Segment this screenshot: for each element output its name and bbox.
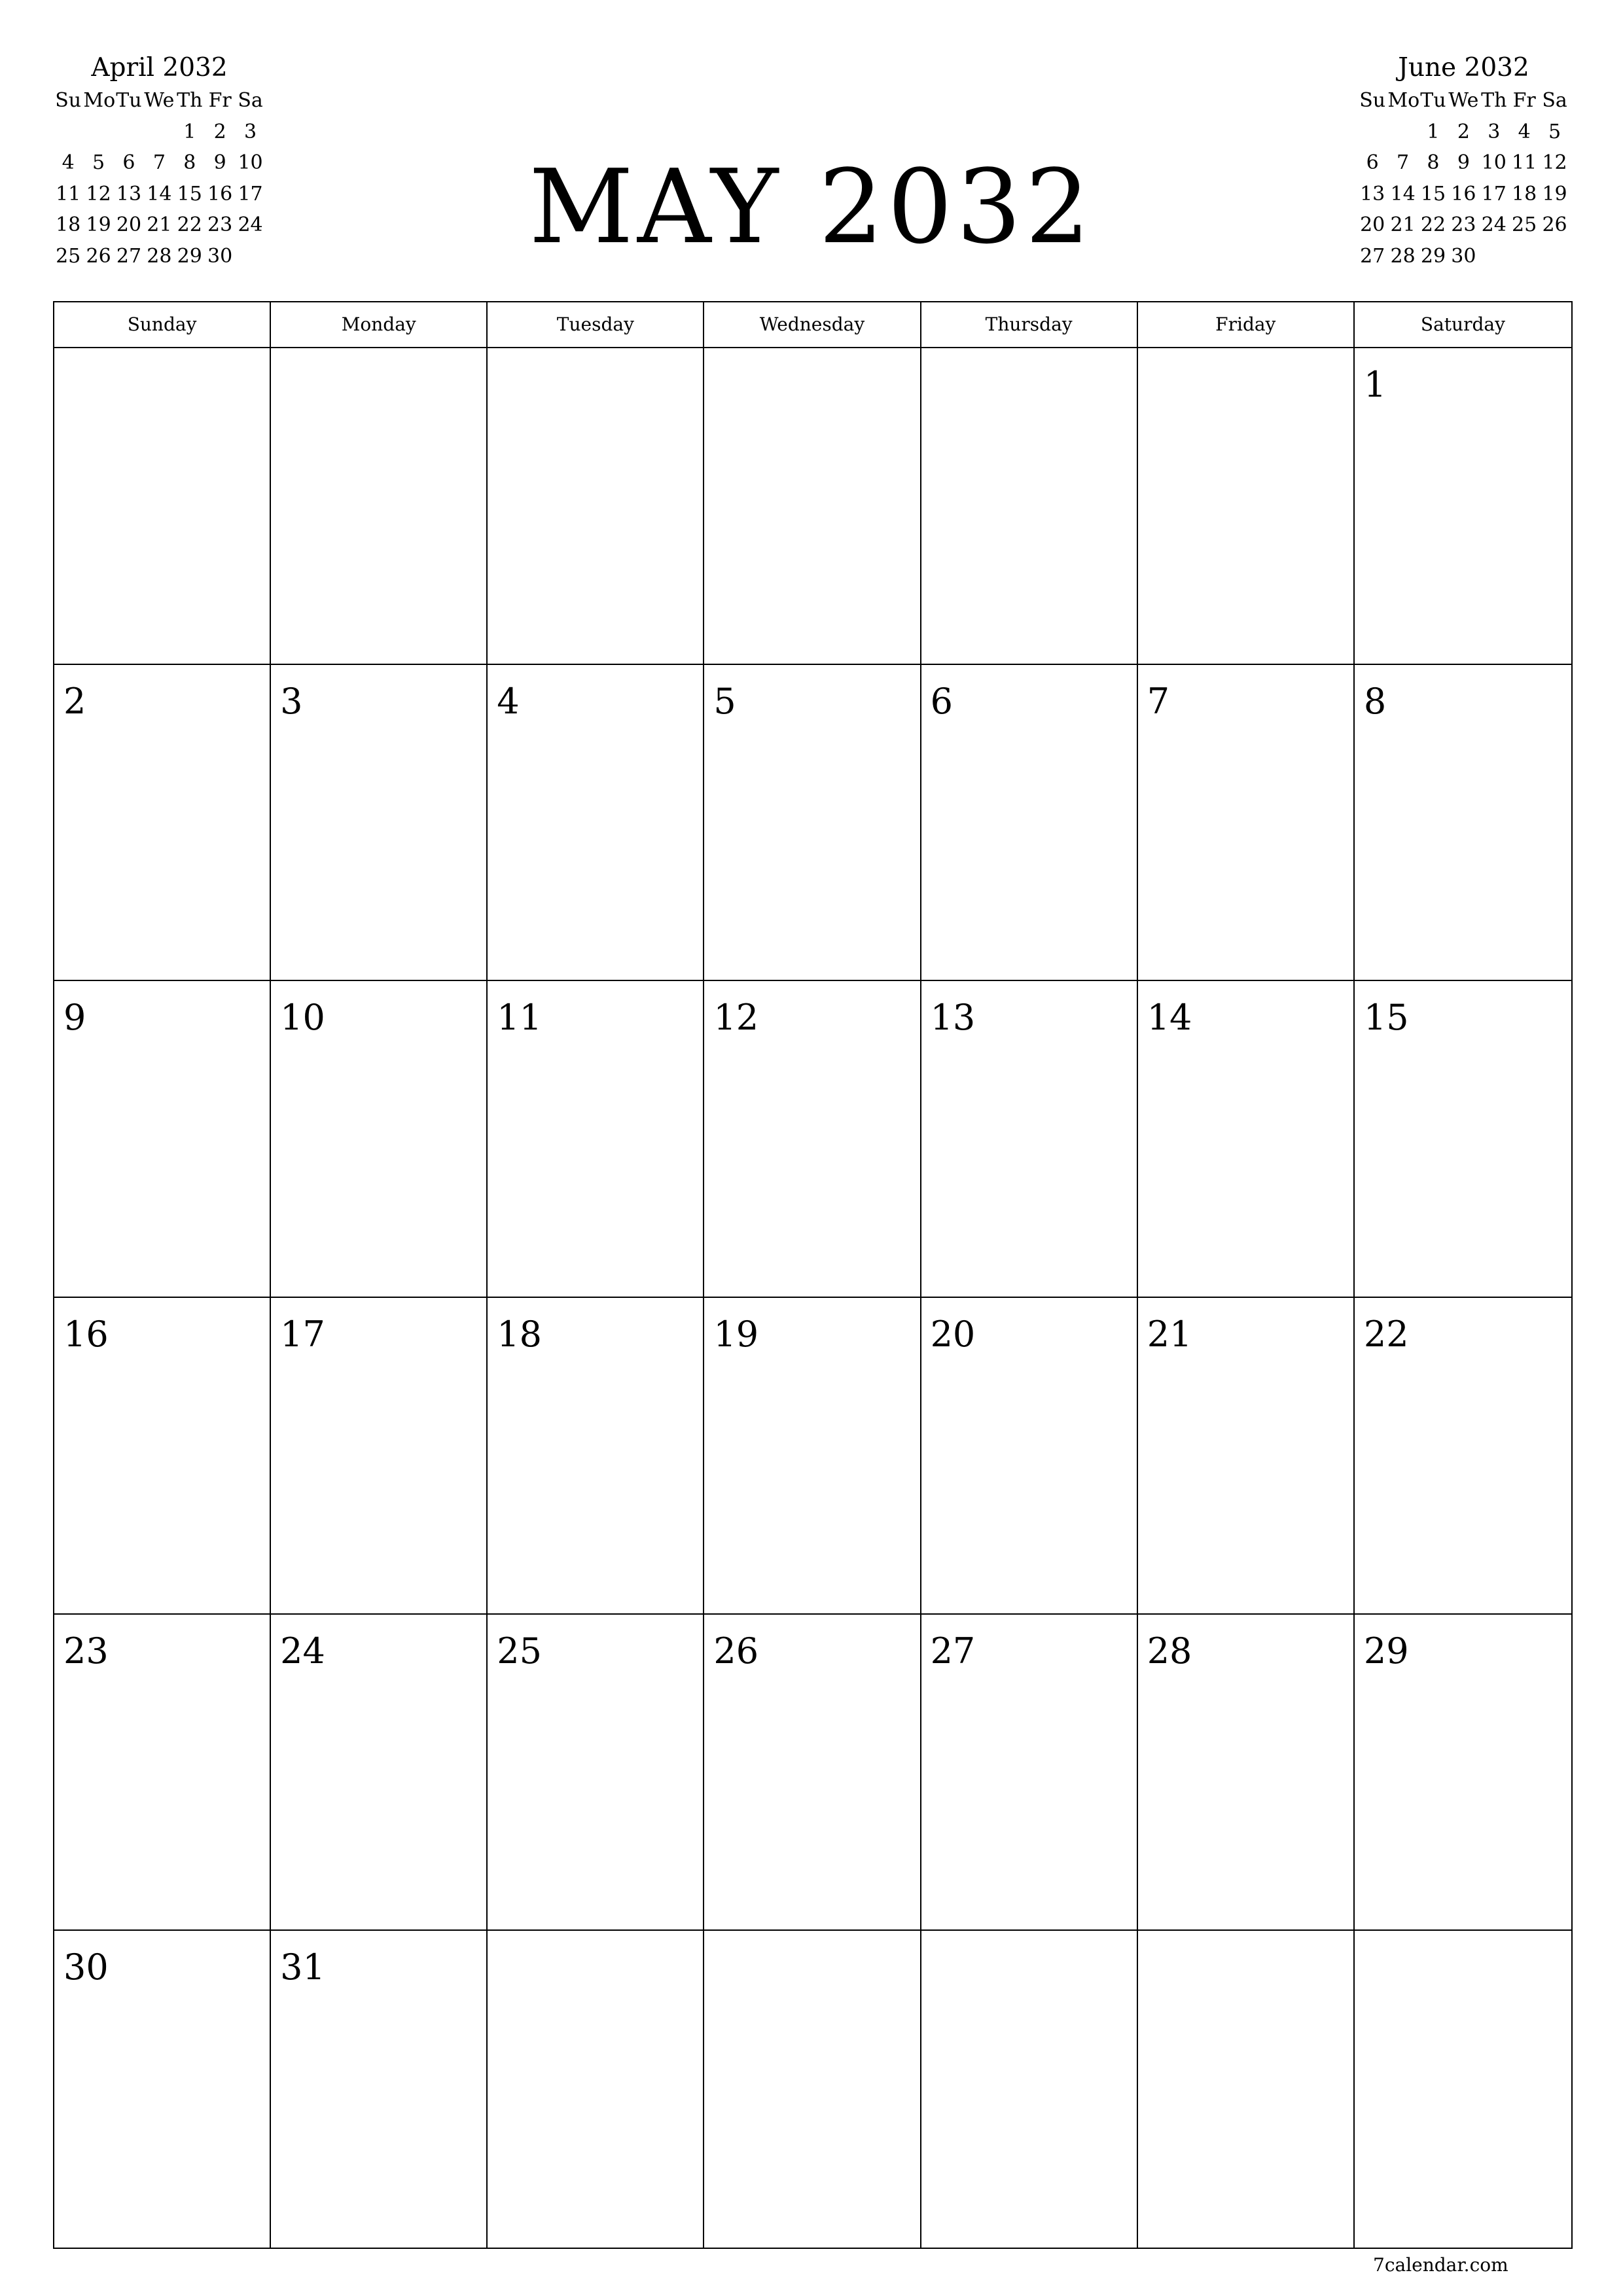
mini-weekday-label: Mo xyxy=(83,89,116,112)
mini-day: 12 xyxy=(1542,151,1567,174)
day-cell[interactable] xyxy=(1138,348,1355,665)
day-cell[interactable] xyxy=(271,665,488,982)
weekday-header: Sunday xyxy=(54,302,271,347)
mini-day: 6 xyxy=(1366,151,1379,174)
mini-day: 2 xyxy=(1457,120,1470,143)
mini-calendar-prev-grid xyxy=(53,85,266,272)
month-grid xyxy=(53,301,1573,2249)
day-cell[interactable] xyxy=(1138,981,1355,1298)
day-number: 25 xyxy=(497,1630,542,1672)
mini-day: 19 xyxy=(86,213,111,236)
mini-day: 4 xyxy=(62,151,75,174)
day-cell[interactable] xyxy=(1355,665,1571,982)
day-number: 4 xyxy=(497,680,520,722)
day-number: 14 xyxy=(1147,997,1192,1039)
day-cell[interactable] xyxy=(1138,1298,1355,1615)
mini-calendar-next xyxy=(1357,51,1570,272)
day-cell[interactable] xyxy=(1138,1615,1355,1931)
mini-day: 20 xyxy=(116,213,142,236)
mini-day: 23 xyxy=(1451,213,1476,236)
day-cell[interactable] xyxy=(54,981,271,1298)
mini-day: 16 xyxy=(1451,182,1476,206)
mini-day: 23 xyxy=(207,213,233,236)
day-cell[interactable] xyxy=(488,1298,704,1615)
day-cell[interactable] xyxy=(54,348,271,665)
day-number: 28 xyxy=(1147,1630,1192,1672)
mini-day: 18 xyxy=(56,213,81,236)
day-cell[interactable] xyxy=(704,1931,921,2248)
mini-day: 21 xyxy=(1390,213,1416,236)
day-number: 27 xyxy=(930,1630,976,1672)
mini-day: 25 xyxy=(56,244,81,268)
day-cell[interactable] xyxy=(488,1931,704,2248)
mini-day: 7 xyxy=(152,151,166,174)
mini-day: 3 xyxy=(1488,120,1501,143)
day-cell[interactable] xyxy=(54,1615,271,1931)
mini-day: 2 xyxy=(213,120,226,143)
day-number: 13 xyxy=(930,997,976,1039)
mini-day xyxy=(1387,117,1418,148)
day-cell[interactable] xyxy=(1355,981,1571,1298)
mini-day: 9 xyxy=(213,151,226,174)
mini-day: 13 xyxy=(116,182,142,206)
page-title: MAY 2032 xyxy=(529,147,1094,266)
day-number: 29 xyxy=(1363,1630,1409,1672)
day-cell[interactable] xyxy=(704,665,921,982)
mini-day xyxy=(83,117,113,148)
mini-weekday-label: Su xyxy=(1359,89,1386,112)
mini-weekday-label: Fr xyxy=(1512,89,1536,112)
mini-day: 28 xyxy=(1390,244,1416,268)
mini-day: 15 xyxy=(1420,182,1446,206)
day-cell[interactable] xyxy=(54,1931,271,2248)
day-cell[interactable] xyxy=(271,981,488,1298)
mini-day: 5 xyxy=(92,151,105,174)
mini-day: 8 xyxy=(183,151,196,174)
mini-day: 21 xyxy=(147,213,172,236)
day-cell[interactable] xyxy=(488,981,704,1298)
day-cell[interactable] xyxy=(1355,348,1571,665)
day-number: 24 xyxy=(280,1630,325,1672)
mini-day: 25 xyxy=(1512,213,1537,236)
mini-day: 29 xyxy=(177,244,202,268)
mini-day: 1 xyxy=(1427,120,1440,143)
mini-day: 3 xyxy=(243,120,257,143)
mini-day: 9 xyxy=(1457,151,1470,174)
day-number: 31 xyxy=(280,1946,325,1988)
day-cell[interactable] xyxy=(271,1298,488,1615)
day-cell[interactable] xyxy=(271,1931,488,2248)
day-cell[interactable] xyxy=(704,1298,921,1615)
day-cell[interactable] xyxy=(1355,1931,1571,2248)
mini-day: 18 xyxy=(1512,182,1537,206)
day-number: 19 xyxy=(713,1313,759,1355)
day-number: 10 xyxy=(280,997,325,1039)
day-cell[interactable] xyxy=(704,1615,921,1931)
mini-day xyxy=(114,117,144,148)
mini-day: 7 xyxy=(1397,151,1410,174)
day-cell[interactable] xyxy=(1355,1298,1571,1615)
day-number: 30 xyxy=(63,1946,109,1988)
mini-day: 6 xyxy=(122,151,135,174)
mini-day: 26 xyxy=(86,244,111,268)
mini-day xyxy=(53,117,83,148)
day-number: 20 xyxy=(930,1313,976,1355)
mini-day: 30 xyxy=(207,244,233,268)
mini-weekday-label: We xyxy=(144,89,175,112)
day-cell[interactable] xyxy=(488,1615,704,1931)
mini-day: 14 xyxy=(1390,182,1416,206)
day-number: 23 xyxy=(63,1630,109,1672)
mini-day: 12 xyxy=(86,182,111,206)
mini-weekday-label: Tu xyxy=(1420,89,1446,112)
day-cell[interactable] xyxy=(921,1298,1138,1615)
mini-day: 16 xyxy=(207,182,233,206)
mini-weekday-label: Th xyxy=(177,89,203,112)
mini-weekday-label: Mo xyxy=(1387,89,1420,112)
day-number: 17 xyxy=(280,1313,325,1355)
mini-day: 30 xyxy=(1451,244,1476,268)
day-cell[interactable] xyxy=(271,348,488,665)
mini-day: 27 xyxy=(1360,244,1385,268)
day-number: 7 xyxy=(1147,680,1170,722)
mini-day: 8 xyxy=(1427,151,1440,174)
day-cell[interactable] xyxy=(921,665,1138,982)
day-cell[interactable] xyxy=(1355,1615,1571,1931)
mini-day: 17 xyxy=(1481,182,1507,206)
mini-day: 20 xyxy=(1360,213,1385,236)
mini-day: 17 xyxy=(238,182,263,206)
day-number: 21 xyxy=(1147,1313,1192,1355)
weekday-header: Saturday xyxy=(1420,314,1505,335)
weekday-header: Thursday xyxy=(921,302,1138,347)
weekday-header: Wednesday xyxy=(704,302,921,347)
mini-weekday-label: Fr xyxy=(208,89,232,112)
mini-day: 22 xyxy=(177,213,202,236)
mini-day: 19 xyxy=(1542,182,1567,206)
day-cell[interactable] xyxy=(54,1298,271,1615)
mini-weekday-label: Su xyxy=(55,89,82,112)
weekday-header: Monday xyxy=(271,302,488,347)
mini-day: 24 xyxy=(238,213,263,236)
mini-day: 1 xyxy=(183,120,196,143)
day-cell[interactable] xyxy=(488,348,704,665)
day-cell[interactable] xyxy=(921,1931,1138,2248)
mini-day: 10 xyxy=(1481,151,1507,174)
mini-weekday-label: Sa xyxy=(1542,89,1567,112)
day-cell[interactable] xyxy=(704,348,921,665)
day-number: 15 xyxy=(1363,997,1409,1039)
mini-day xyxy=(1509,241,1539,272)
day-number: 2 xyxy=(63,680,86,722)
weekday-header-row xyxy=(54,302,1571,348)
day-number: 12 xyxy=(713,997,759,1039)
mini-calendar-next-grid xyxy=(1357,85,1570,272)
weekday-header: Friday xyxy=(1138,302,1355,347)
day-number: 6 xyxy=(930,680,953,722)
mini-day xyxy=(1357,117,1387,148)
day-cell[interactable] xyxy=(1138,1931,1355,2248)
mini-weekday-label: Tu xyxy=(116,89,142,112)
mini-calendar-prev xyxy=(53,51,266,272)
mini-day: 24 xyxy=(1481,213,1507,236)
day-number: 18 xyxy=(497,1313,542,1355)
day-cell[interactable] xyxy=(488,665,704,982)
day-cell[interactable] xyxy=(921,981,1138,1298)
day-number: 22 xyxy=(1363,1313,1409,1355)
day-number: 9 xyxy=(63,997,86,1039)
day-number: 11 xyxy=(497,997,542,1039)
mini-day: 13 xyxy=(1360,182,1385,206)
day-cell[interactable] xyxy=(54,665,271,982)
mini-weekday-label: Th xyxy=(1481,89,1507,112)
day-number: 26 xyxy=(713,1630,759,1672)
mini-calendar-prev-title: April 2032 xyxy=(91,53,228,82)
day-number: 3 xyxy=(280,680,303,722)
mini-day xyxy=(1479,241,1509,272)
mini-day: 22 xyxy=(1420,213,1446,236)
mini-day xyxy=(1539,241,1569,272)
weekday-header: Tuesday xyxy=(488,302,704,347)
day-number: 1 xyxy=(1363,364,1387,405)
mini-day: 10 xyxy=(238,151,263,174)
mini-day xyxy=(235,241,265,272)
mini-weekday-label: We xyxy=(1448,89,1479,112)
mini-day: 29 xyxy=(1420,244,1446,268)
day-cell[interactable] xyxy=(271,1615,488,1931)
mini-day: 14 xyxy=(147,182,172,206)
mini-day: 28 xyxy=(147,244,172,268)
day-cell[interactable] xyxy=(921,1615,1138,1931)
mini-day: 15 xyxy=(177,182,202,206)
day-number: 16 xyxy=(63,1313,109,1355)
mini-day: 11 xyxy=(1512,151,1537,174)
day-number: 5 xyxy=(713,680,736,722)
day-number: 8 xyxy=(1363,680,1387,722)
day-cell[interactable] xyxy=(704,981,921,1298)
month-grid-body xyxy=(54,348,1571,2248)
footer-site-link[interactable]: 7calendar.com xyxy=(1373,2254,1508,2276)
mini-day: 5 xyxy=(1548,120,1561,143)
day-cell[interactable] xyxy=(921,348,1138,665)
day-cell[interactable] xyxy=(1138,665,1355,982)
mini-day: 4 xyxy=(1518,120,1531,143)
mini-day: 26 xyxy=(1542,213,1567,236)
mini-day: 11 xyxy=(56,182,81,206)
mini-day: 27 xyxy=(116,244,142,268)
mini-calendar-next-title: June 2032 xyxy=(1398,53,1529,82)
mini-day xyxy=(144,117,174,148)
mini-weekday-label: Sa xyxy=(238,89,263,112)
